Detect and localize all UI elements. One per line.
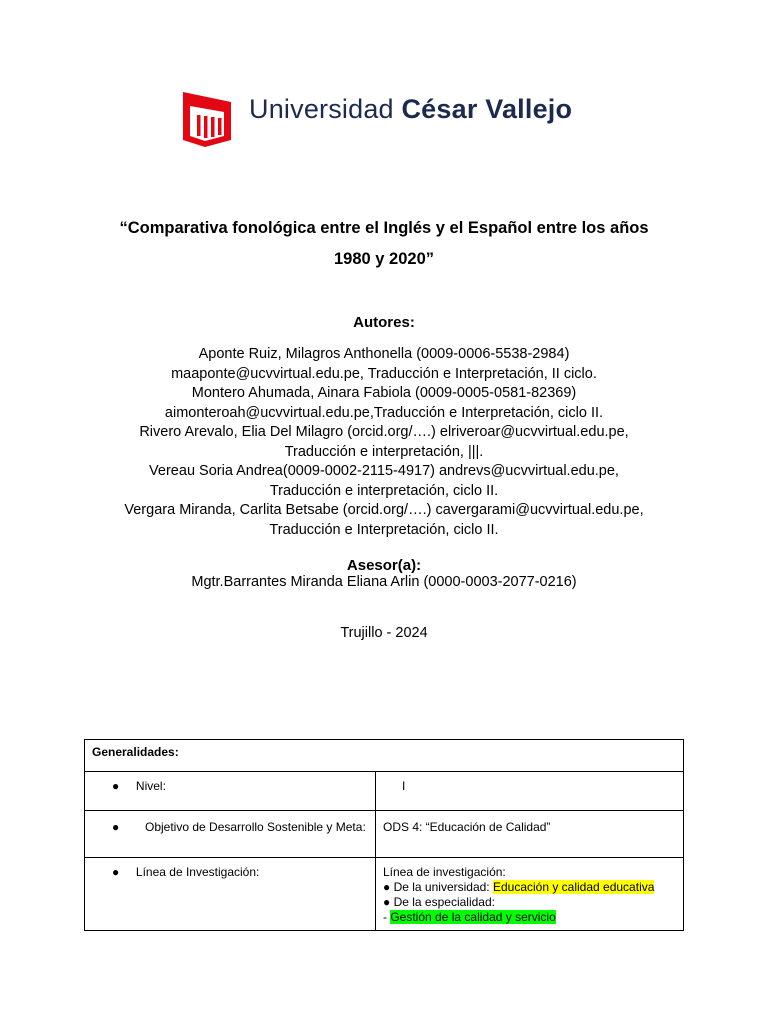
row-label: ● Nivel: [112, 779, 166, 793]
generalidades-table [84, 739, 684, 931]
bullet-glyph: ● [112, 779, 120, 793]
table-value-cell: ODS 4: “Educación de Calidad” [376, 811, 684, 858]
table-label-cell [85, 858, 376, 931]
university-research-line: Educación y calidad educativa [492, 880, 655, 894]
table-heading-cell [85, 740, 684, 772]
specialty-research-line: Gestión de la calidad y servicio [390, 910, 556, 924]
document-title [70, 213, 698, 275]
author-line: Traducción e Interpretación, ciclo II. [269, 521, 499, 538]
table-row [85, 772, 684, 811]
author-line: maaponte@ucvvirtual.edu.pe, Traducción e Interpretación, II ciclo. [171, 365, 597, 382]
university-logo [181, 90, 601, 148]
table-row [85, 811, 684, 858]
table-label-cell [85, 772, 376, 811]
row-label: ● Línea de Investigación: [112, 865, 260, 879]
advisor-heading: Asesor(a): [346, 557, 422, 574]
table-label-cell [85, 811, 376, 858]
research-university-line: ● De la universidad: Educación y calidad educativa [383, 880, 655, 894]
ucv-shield-logo-icon [181, 90, 233, 148]
research-line-cell [376, 858, 684, 931]
title-line-1: “Comparativa fonológica entre el Inglés y el Español entre los años [119, 219, 649, 237]
bullet-glyph: ● [112, 820, 120, 834]
author-line: Rivero Arevalo, Elia Del Milagro (orcid.org/….) elriveroar@ucvvirtual.edu.pe, [139, 424, 629, 440]
author-line: Aponte Ruiz, Milagros Anthonella (0009-0006-5538-2984) [198, 346, 570, 362]
author-line: Traducción e interpretación, |||. [284, 443, 484, 460]
title-line-2: 1980 y 2020” [333, 250, 434, 268]
table-row [85, 858, 684, 931]
advisor-name: Mgtr.Barrantes Miranda Eliana Arlin (0000-0003-2077-0216) [191, 574, 577, 590]
place-year: Trujillo - 2024 [340, 625, 428, 641]
university-name: Universidad César Vallejo [249, 94, 573, 124]
row-label: ● Objetivo de Desarrollo Sostenible y Meta: [112, 820, 366, 834]
table-heading: Generalidades: [92, 745, 179, 759]
bullet-glyph: ● [112, 865, 120, 879]
author-line: Vereau Soria Andrea(0009-0002-2115-4917) andrevs@ucvvirtual.edu.pe, [149, 463, 619, 479]
research-specialty-label: ● De la especialidad: [383, 895, 495, 909]
authors-list [40, 345, 728, 540]
author-line: Vergara Miranda, Carlita Betsabe (orcid.org/….) cavergarami@ucvvirtual.edu.pe, [124, 502, 644, 518]
research-line-title: Línea de investigación: [383, 865, 506, 879]
author-line: Montero Ahumada, Ainara Fabiola (0009-0005-0581-82369) [191, 385, 577, 401]
authors-heading: Autores: [353, 314, 415, 331]
research-specialty-line: - Gestión de la calidad y servicio [383, 910, 556, 924]
author-line: aimonteroah@ucvvirtual.edu.pe,Traducción e Interpretación, ciclo II. [164, 404, 604, 421]
table-value-cell: I [376, 772, 684, 811]
table-header-row [85, 740, 684, 772]
author-line: Traducción e interpretación, ciclo II. [269, 482, 499, 499]
